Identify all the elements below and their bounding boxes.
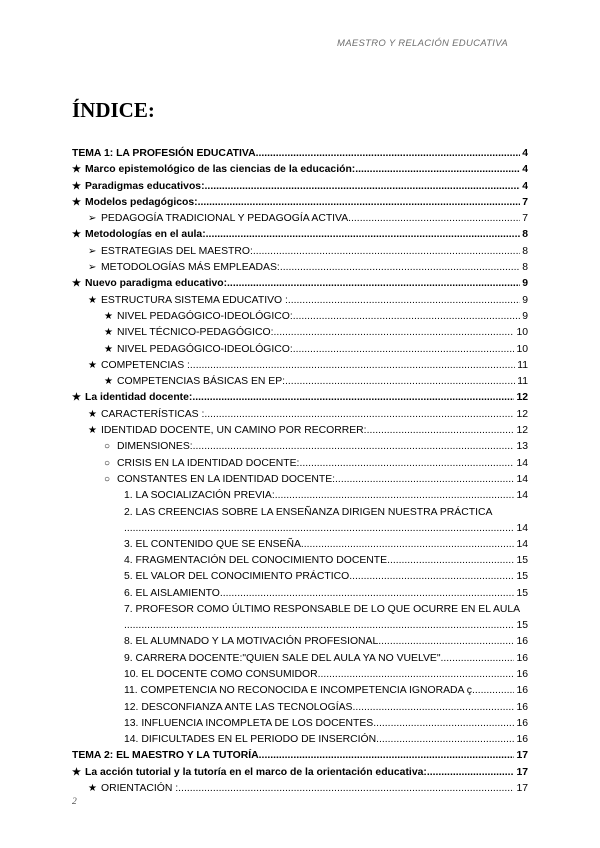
toc-entry-page: 16	[516, 685, 528, 697]
dot-leader	[178, 781, 514, 797]
toc-entry-title: 3. EL CONTENIDO QUE SE ENSEÑA	[124, 538, 301, 550]
toc-entry[interactable]	[72, 374, 528, 390]
toc-entry[interactable]	[72, 309, 528, 325]
dot-leader	[190, 358, 515, 374]
arrow-bullet-icon: ➢	[88, 213, 97, 225]
star-bullet-icon: ★	[88, 294, 97, 306]
star-bullet-icon: ★	[72, 229, 81, 241]
star-bullet-icon: ★	[104, 310, 113, 322]
toc-entry-title: 8. EL ALUMNADO Y LA MOTIVACIÓN PROFESIONAL	[124, 636, 379, 648]
toc-entry[interactable]	[72, 390, 528, 406]
toc-entry-title: DIMENSIONES:	[117, 441, 193, 453]
dot-leader	[256, 146, 521, 162]
toc-entry[interactable]	[72, 407, 528, 423]
toc-entry-page: 12	[516, 392, 528, 404]
toc-entry-title: Paradigmas educativos:	[85, 180, 205, 192]
toc-entry-page: 7	[522, 196, 528, 208]
dot-leader	[349, 569, 514, 585]
toc-entry-page: 15	[516, 620, 528, 632]
toc-entry-title: ORIENTACIÓN :	[101, 782, 179, 794]
toc-entry-page: 8	[522, 229, 528, 241]
toc-entry-page: 8	[522, 245, 528, 257]
toc-entry[interactable]	[72, 781, 528, 797]
dot-leader	[204, 407, 514, 423]
toc-entry-title: CARACTERÍSTICAS :	[101, 408, 205, 420]
dot-leader	[367, 423, 515, 439]
toc-entry-title: ESTRUCTURA SISTEMA EDUCATIVO :	[101, 294, 288, 306]
dot-leader	[198, 195, 521, 211]
dot-leader	[124, 521, 514, 537]
toc-entry-page: 14	[516, 473, 528, 485]
star-bullet-icon: ★	[72, 196, 81, 208]
toc-entry[interactable]	[72, 716, 528, 732]
table-of-contents	[72, 146, 528, 797]
dot-leader	[335, 472, 514, 488]
arrow-bullet-icon: ➢	[88, 262, 97, 274]
toc-entry[interactable]	[72, 537, 528, 553]
dot-leader	[427, 765, 515, 781]
toc-entry[interactable]	[72, 342, 528, 358]
toc-entry-title: La identidad docente:	[85, 392, 193, 404]
toc-entry[interactable]	[72, 227, 528, 243]
dot-leader	[293, 342, 515, 358]
toc-entry[interactable]	[72, 358, 528, 374]
toc-entry-page: 9	[522, 294, 528, 306]
dot-leader	[293, 309, 521, 325]
page-title: ÍNDICE:	[72, 98, 155, 122]
circle-bullet-icon: ○	[104, 441, 111, 453]
toc-entry-page: 14	[516, 457, 528, 469]
dot-leader	[378, 634, 514, 650]
toc-entry-title: METODOLOGÍAS MÁS EMPLEADAS:	[101, 262, 280, 274]
toc-entry-page: 4	[522, 180, 528, 192]
star-bullet-icon: ★	[88, 425, 97, 437]
toc-entry-page: 12	[516, 408, 528, 420]
dot-leader	[220, 586, 515, 602]
dot-leader	[475, 683, 515, 699]
dot-leader	[285, 374, 515, 390]
dot-leader	[124, 618, 514, 634]
toc-entry-title: 14. DIFICULTADES EN EL PERIODO DE INSERCIÓN	[124, 734, 377, 746]
dot-leader	[299, 456, 514, 472]
star-bullet-icon: ★	[88, 359, 97, 371]
toc-entry-page: 7	[522, 213, 528, 225]
toc-entry-title: 10. EL DOCENTE COMO CONSUMIDOR	[124, 668, 318, 680]
toc-entry-page: 10	[516, 327, 528, 339]
star-bullet-icon: ★	[104, 343, 113, 355]
toc-entry-page: 16	[516, 668, 528, 680]
dot-leader	[273, 325, 514, 341]
toc-entry-page: 11	[517, 376, 528, 388]
toc-entry-title: COMPETENCIAS :	[101, 359, 190, 371]
toc-entry-title: NIVEL PEDAGÓGICO-IDEOLÓGICO:	[117, 343, 293, 355]
dot-leader	[275, 488, 515, 504]
dot-leader	[205, 179, 521, 195]
toc-entry-title: La acción tutorial y la tutoría en el marco de la orientación educativa:	[85, 766, 427, 778]
toc-entry-page: 12	[516, 425, 528, 437]
toc-entry[interactable]	[72, 732, 528, 748]
toc-entry-page: 16	[516, 701, 528, 713]
star-bullet-icon: ★	[72, 278, 81, 290]
toc-entry[interactable]	[72, 651, 528, 667]
toc-entry-page: 14	[516, 538, 528, 550]
toc-entry[interactable]	[72, 700, 528, 716]
dot-leader	[376, 732, 514, 748]
toc-entry-page: 17	[516, 782, 528, 794]
toc-entry-title: Modelos pedagógicos:	[85, 196, 198, 208]
dot-leader	[192, 390, 514, 406]
toc-entry-title: PEDAGOGÍA TRADICIONAL Y PEDAGOGÍA ACTIVA	[101, 213, 349, 225]
dot-leader	[318, 667, 515, 683]
toc-entry-page: 9	[522, 278, 528, 290]
toc-entry-title: ESTRATEGIAS DEL MAESTRO:	[101, 245, 253, 257]
toc-entry-title: Marco epistemológico de las ciencias de la educación:	[85, 164, 356, 176]
toc-entry-page: 9	[522, 310, 528, 322]
toc-entry-page: 15	[516, 571, 528, 583]
toc-entry-page: 11	[517, 359, 528, 371]
toc-entry-title: 2. LAS CREENCIAS SOBRE LA ENSEÑANZA DIRIGEN NUESTRA PRÁCTICA	[124, 506, 493, 518]
toc-entry-title: Metodologías en el aula:	[85, 229, 206, 241]
toc-entry[interactable]	[72, 162, 528, 178]
toc-entry-title: COMPETENCIAS BÁSICAS EN EP:	[117, 376, 286, 388]
toc-entry-page: 16	[516, 652, 528, 664]
toc-entry-title: NIVEL TÉCNICO-PEDAGÓGICO:	[117, 327, 274, 339]
toc-entry[interactable]	[72, 667, 528, 683]
toc-entry[interactable]	[72, 195, 528, 211]
toc-entry-title: Nuevo paradigma educativo:	[85, 278, 228, 290]
toc-entry-page: 16	[516, 636, 528, 648]
toc-entry-page: 16	[516, 717, 528, 729]
toc-entry[interactable]	[72, 179, 528, 195]
toc-entry[interactable]	[72, 683, 528, 699]
toc-entry[interactable]	[72, 602, 528, 634]
toc-entry[interactable]	[72, 260, 528, 276]
star-bullet-icon: ★	[88, 408, 97, 420]
toc-entry-title: CONSTANTES EN LA IDENTIDAD DOCENTE:	[117, 473, 336, 485]
toc-entry[interactable]	[72, 276, 528, 292]
toc-entry-title: 6. EL AISLAMIENTO	[124, 587, 220, 599]
toc-entry[interactable]	[72, 211, 528, 227]
toc-entry-title: TEMA 1: LA PROFESIÓN EDUCATIVA	[72, 148, 256, 159]
dot-leader	[301, 537, 515, 553]
toc-entry-page: 14	[516, 490, 528, 502]
toc-entry-title: NIVEL PEDAGÓGICO-IDEOLÓGICO:	[117, 310, 293, 322]
toc-entry-title: IDENTIDAD DOCENTE, UN CAMINO POR RECORRER:	[101, 425, 367, 437]
page-number: 2	[72, 797, 77, 807]
toc-entry[interactable]	[72, 586, 528, 602]
star-bullet-icon: ★	[72, 766, 81, 778]
dot-leader	[348, 211, 520, 227]
dot-leader	[280, 260, 520, 276]
circle-bullet-icon: ○	[104, 473, 111, 485]
dot-leader	[193, 439, 515, 455]
toc-entry[interactable]	[72, 456, 528, 472]
star-bullet-icon: ★	[104, 327, 113, 339]
toc-entry-page: 16	[516, 734, 528, 746]
toc-entry-page: 4	[522, 164, 528, 176]
toc-entry[interactable]	[72, 146, 528, 162]
toc-entry-title: 7. PROFESOR COMO ÚLTIMO RESPONSABLE DE LO QUE OCURRE EN EL AULA	[124, 604, 521, 616]
toc-entry[interactable]	[72, 505, 528, 537]
toc-entry-title: 11. COMPETENCIA NO RECONOCIDA E INCOMPETENCIA IGNORADA ç.	[124, 685, 475, 697]
dot-leader	[259, 748, 515, 764]
toc-entry-page: 17	[516, 766, 528, 778]
star-bullet-icon: ★	[72, 164, 81, 176]
toc-entry-title: 13. INFLUENCIA INCOMPLETA DE LOS DOCENTES	[124, 717, 374, 729]
running-header: MAESTRO Y RELACIÓN EDUCATIVA	[337, 38, 508, 49]
toc-entry-title: CRISIS EN LA IDENTIDAD DOCENTE:	[117, 457, 300, 469]
star-bullet-icon: ★	[72, 180, 81, 192]
toc-entry[interactable]	[72, 439, 528, 455]
toc-entry-title: 4. FRAGMENTACIÓN DEL CONOCIMIENTO DOCENTE	[124, 555, 388, 567]
toc-entry[interactable]	[72, 569, 528, 585]
toc-entry[interactable]	[72, 325, 528, 341]
toc-entry-page: 17	[516, 750, 528, 762]
dot-leader	[387, 553, 514, 569]
toc-entry-page: 8	[522, 262, 528, 274]
dot-leader	[373, 716, 514, 732]
toc-entry[interactable]	[72, 765, 528, 781]
toc-entry-page: 15	[516, 587, 528, 599]
toc-entry-page: 13	[516, 441, 528, 453]
star-bullet-icon: ★	[72, 392, 81, 404]
dot-leader	[441, 651, 515, 667]
toc-entry[interactable]	[72, 553, 528, 569]
star-bullet-icon: ★	[104, 376, 113, 388]
dot-leader	[206, 227, 521, 243]
dot-leader	[288, 293, 520, 309]
toc-entry-title: TEMA 2: EL MAESTRO Y LA TUTORÍA	[72, 750, 259, 762]
dot-leader	[253, 244, 520, 260]
star-bullet-icon: ★	[88, 782, 97, 794]
toc-entry-title: 5. EL VALOR DEL CONOCIMIENTO PRÁCTICO	[124, 571, 350, 583]
toc-entry[interactable]	[72, 293, 528, 309]
toc-entry-page: 10	[516, 343, 528, 355]
toc-entry-page: 15	[516, 555, 528, 567]
toc-entry[interactable]	[72, 634, 528, 650]
toc-entry[interactable]	[72, 472, 528, 488]
toc-entry-title: 9. CARRERA DOCENTE:"QUIEN SALE DEL AULA YA NO VUELVE"	[124, 652, 441, 664]
arrow-bullet-icon: ➢	[88, 245, 97, 257]
dot-leader	[352, 700, 514, 716]
circle-bullet-icon: ○	[104, 457, 111, 469]
toc-entry-page: 14	[516, 522, 528, 534]
toc-entry-title: 12. DESCONFIANZA ANTE LAS TECNOLOGÍAS	[124, 701, 353, 713]
toc-entry[interactable]	[72, 748, 528, 764]
toc-entry[interactable]	[72, 488, 528, 504]
dot-leader	[355, 162, 520, 178]
toc-entry[interactable]	[72, 423, 528, 439]
dot-leader	[227, 276, 520, 292]
toc-entry[interactable]	[72, 244, 528, 260]
toc-entry-title: 1. LA SOCIALIZACIÓN PREVIA:	[124, 490, 275, 502]
toc-entry-page: 4	[522, 148, 528, 159]
